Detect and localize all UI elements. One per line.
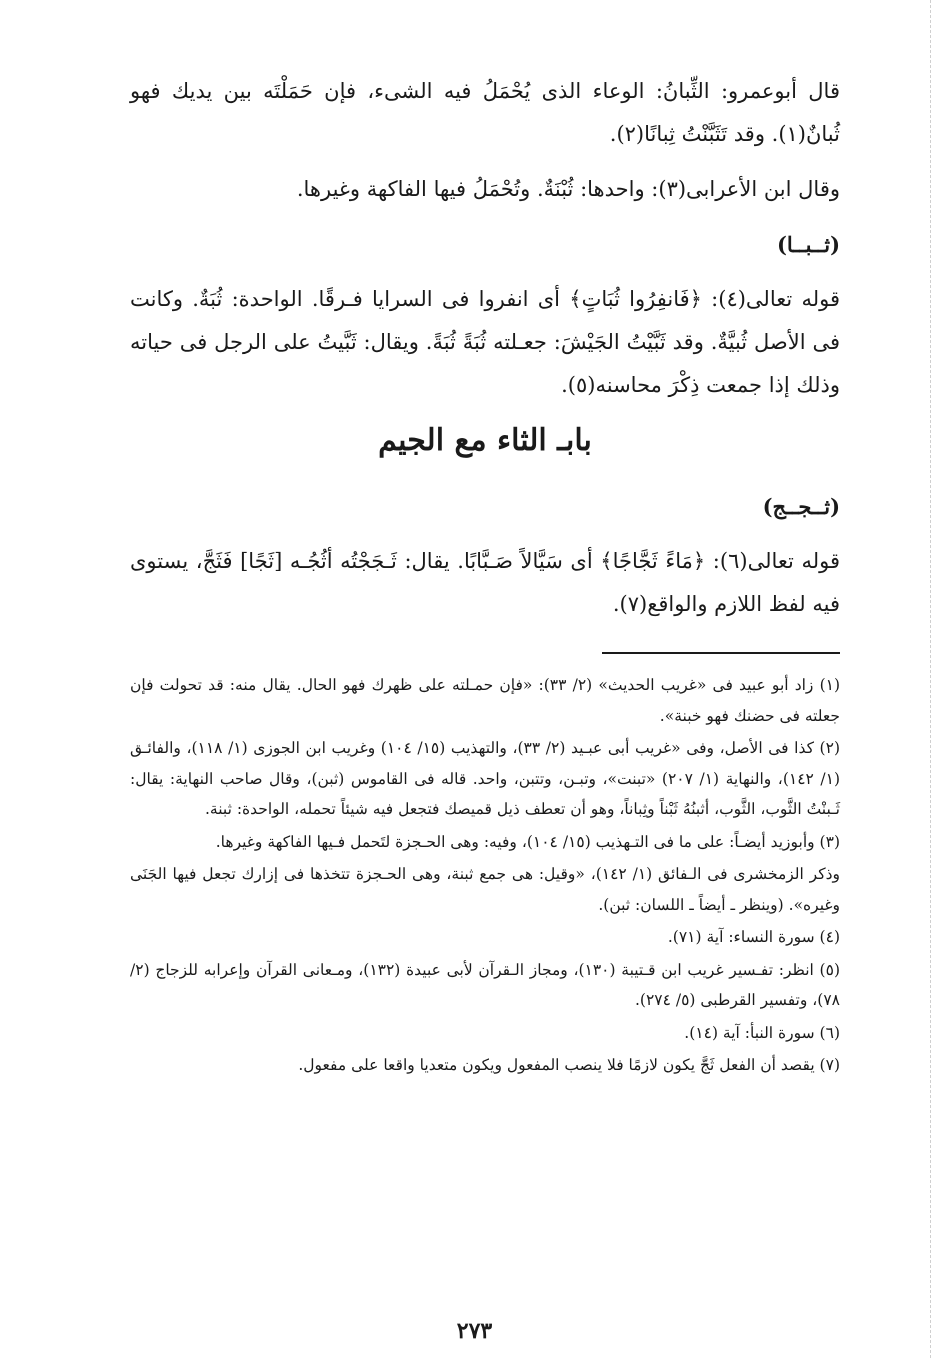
paragraph-thajjaj: قوله تعالى(٦): ﴿مَاءً ثَجَّاجًا﴾ أى سَيَّالاً صَـبَّابًا. يقال: ثَـجَجْتُه أثُجُـه [ثَجًا] فَثَجَّ، يستوى فيه لفظ اللازم والواقع(٧). [130, 549, 840, 616]
chapter-title: بابـ الثاء مع الجيم [378, 423, 592, 458]
footnotes [130, 670, 840, 1081]
page-edge-line [930, 0, 931, 1358]
footnote-separator [602, 652, 840, 654]
footnote-5: (٥) انظر: تفـسير غريب ابن قـتيبة (١٣٠)، ومجاز الـقرآن لأبى عبيدة (١٣٢)، ومـعانى القرآن وإعرابه للزجاج (٢/ ٧٨)، وتفسير القرطبى (٥/ ٢٧٤). [130, 960, 840, 1009]
paragraph-ibn-al-arabi: وقال ابن الأعرابى(٣): واحدها: ثُبْنَةٌ. وتُحْمَلُ فيها الفاكهة وغيرها. [296, 177, 840, 201]
root-heading-thaba: (ثــبــا) [776, 232, 840, 257]
page-number: ٢٧٣ [456, 1318, 493, 1344]
root-heading-thajj: (ثــجــج) [762, 494, 840, 519]
footnote-1: (١) زاد أبو عبيد فى «غريب الحديث» (٢/ ٣٣): «فإن حمـلته على ظهرك فهو الحال. يقال منه: قد تحولت فإن جعلته فى حضنك فهو خبنة». [130, 676, 841, 725]
footnote-2: (٢) كذا فى الأصل، وفى «غريب أبى عبـيد (٢/ ٣٣)، والتهذيب (١٥/ ١٠٤) وغريب ابن الجوزى (١/ ١١٨)، والفائـق (١/ ١٤٢)، والنهاية (١/ ٢٠٧) «تبنت»، وتبـن، وتتبن، واحد. قاله فى القاموس (ثبن)، وقال صاحب النهاية: يقال: ثَـبنْتُ الثَّوب، الثَّوب، أثبنُهُ ثَبْناً وثِباناً، وهو أن تعطف ذيل قميصك فتجعل فيه شيئاً تحمله، الواحدة: ثبنة. [130, 739, 840, 818]
document-page [130, 70, 840, 1081]
footnote-3: (٣) وأبوزيد أيضـاً: على ما فى التـهذيب (١٥/ ١٠٤)، وفيه: وهى الحـجزة لتَحمل فـيها الفاكهة وغيرها. [215, 832, 840, 851]
footnote-3-continued: وذكر الزمخشرى فى الـفائق (١/ ١٤٢)، «وقيل: هى جمع ثبنة، وهى الحـجزة تتخذها فى إزارك تجعل فيها الجَنَى وغيره». (وينظر ـ أيضاً ـ اللسان: ثبن). [130, 865, 840, 914]
paragraph-abu-amr: قال أبوعمرو: الثِّبانُ: الوعاء الذى يُحْمَلُ فيه الشىء، فإن حَمَلْتَه بين يديك فهو ثُبانٌ(١). وقد تَثَبَّنْتُ ثِبانًا(٢). [130, 79, 840, 146]
paragraph-thubat: قوله تعالى(٤): ﴿فَانفِرُوا ثُبَاتٍ﴾ أى انفروا فى السرايا فـرقًا. الواحدة: ثُبَةٌ. وكانت فى الأصل ثُبيَّةٌ. وقد ثَبَّيْتُ الجَيْشَ: جعـلته ثُبَةً ثُبَةً. ويقال: ثَبَّيتُ على الرجل فى حياته وذلك إذا جمعت ذِكْرَ محاسنه(٥). [130, 287, 840, 397]
footnote-4: (٤) سورة النساء: آية (٧١). [667, 928, 840, 946]
footnote-7: (٧) يقصد أن الفعل ثَجَّ يكون لازمًا فلا ينصب المفعول ويكون متعديا واقعا على مفعول. [298, 1056, 840, 1074]
footnote-6: (٦) سورة النبأ: آية (١٤). [684, 1023, 840, 1042]
